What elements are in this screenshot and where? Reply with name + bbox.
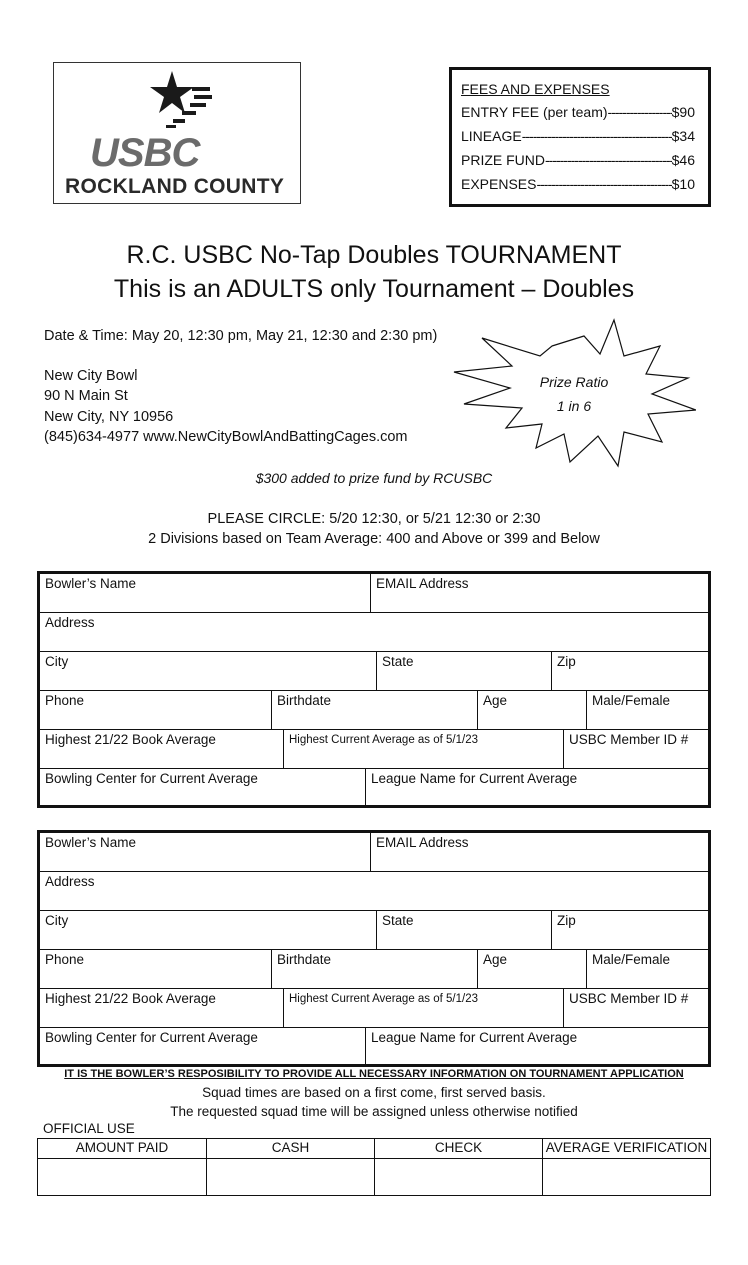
logo-wordmark: USBC: [90, 131, 200, 175]
squad-note-2: The requested squad time will be assigned unless otherwise notified: [170, 1104, 578, 1119]
birthdate-field[interactable]: Birthdate: [271, 691, 477, 729]
usbc-logo: [53, 62, 301, 204]
fee-amount: $34: [671, 128, 695, 144]
fee-label: EXPENSES: [461, 176, 537, 192]
prize-ratio-label: Prize Ratio: [539, 374, 609, 390]
email-field[interactable]: EMAIL Address: [370, 574, 708, 612]
current-average-field[interactable]: Highest Current Average as of 5/1/23: [283, 989, 563, 1027]
address-field[interactable]: Address: [45, 874, 95, 889]
average-verification-column[interactable]: [542, 1139, 710, 1195]
page-subtitle: This is an ADULTS only Tournament – Doubles: [113, 275, 635, 303]
fee-label: PRIZE FUND: [461, 152, 545, 168]
city-field[interactable]: City: [45, 913, 69, 928]
venue-contact: (845)634-4977 www.NewCityBowlAndBattingCages.com: [44, 429, 408, 445]
zip-field[interactable]: Zip: [551, 911, 708, 949]
bowler-form-1: [37, 571, 711, 808]
form-row: [40, 1028, 708, 1064]
email-field[interactable]: EMAIL Address: [370, 833, 708, 871]
fee-amount: $90: [671, 104, 695, 120]
prize-ratio-value: 1 in 6: [556, 398, 592, 414]
venue-name: New City Bowl: [44, 368, 138, 384]
column-header: CHECK: [434, 1140, 483, 1155]
league-name-field[interactable]: League Name for Current Average: [365, 769, 708, 805]
divisions-note: 2 Divisions based on Team Average: 400 and Above or 399 and Below: [148, 531, 600, 547]
fees-title: FEES AND EXPENSES: [461, 81, 610, 97]
form-row: [40, 833, 708, 872]
form-row: [40, 691, 708, 730]
book-average-field[interactable]: Highest 21/22 Book Average: [45, 732, 216, 747]
bowler-name-field[interactable]: Bowler’s Name: [45, 835, 137, 850]
fee-amount: $10: [671, 176, 695, 192]
bowling-center-field[interactable]: Bowling Center for Current Average: [45, 1030, 258, 1045]
official-use-table: [37, 1138, 711, 1196]
venue-street: 90 N Main St: [44, 388, 128, 404]
circle-instruction: PLEASE CIRCLE: 5/20 12:30, or 5/21 12:30 or 2:30: [207, 511, 541, 527]
official-use-label: OFFICIAL USE: [43, 1121, 135, 1136]
form-row: [40, 911, 708, 950]
state-field[interactable]: State: [376, 911, 551, 949]
form-row: [40, 950, 708, 989]
phone-field[interactable]: Phone: [45, 952, 85, 967]
age-field[interactable]: Age: [477, 691, 586, 729]
fee-amount: $46: [671, 152, 695, 168]
venue-city: New City, NY 10956: [44, 409, 174, 425]
phone-field[interactable]: Phone: [45, 693, 85, 708]
current-average-field[interactable]: Highest Current Average as of 5/1/23: [283, 730, 563, 768]
bowling-center-field[interactable]: Bowling Center for Current Average: [45, 771, 258, 786]
column-header: AMOUNT PAID: [75, 1140, 169, 1155]
event-datetime: Date & Time: May 20, 12:30 pm, May 21, 12:30 and 2:30 pm): [44, 328, 438, 344]
prize-ratio-burst: [452, 318, 696, 468]
responsibility-notice: IT IS THE BOWLER’S RESPOSIBILITY TO PROVIDE ALL NECESSARY INFORMATION ON TOURNAMENT APPLICATION: [64, 1068, 684, 1080]
form-row: [40, 652, 708, 691]
starburst-icon: [452, 318, 696, 468]
bowler-name-field[interactable]: Bowler’s Name: [45, 576, 137, 591]
birthdate-field[interactable]: Birthdate: [271, 950, 477, 988]
squad-note-1: Squad times are based on a first come, first served basis.: [202, 1085, 546, 1100]
page-title: R.C. USBC No-Tap Doubles TOURNAMENT: [126, 241, 622, 269]
form-row: [40, 769, 708, 805]
column-header: CASH: [271, 1140, 310, 1155]
address-field[interactable]: Address: [45, 615, 95, 630]
zip-field[interactable]: Zip: [551, 652, 708, 690]
check-column[interactable]: [374, 1139, 542, 1195]
fee-label: ENTRY FEE (per team): [461, 104, 608, 120]
form-row: [40, 613, 708, 652]
city-field[interactable]: City: [45, 654, 69, 669]
form-row: [40, 989, 708, 1028]
form-row: [40, 730, 708, 769]
fee-row: [461, 100, 695, 124]
member-id-field[interactable]: USBC Member ID #: [563, 730, 708, 768]
fee-row: [461, 172, 695, 196]
gender-field[interactable]: Male/Female: [586, 950, 708, 988]
added-prize-note: $300 added to prize fund by RCUSBC: [255, 470, 493, 486]
form-row: [40, 574, 708, 613]
member-id-field[interactable]: USBC Member ID #: [563, 989, 708, 1027]
fee-row: [461, 124, 695, 148]
state-field[interactable]: State: [376, 652, 551, 690]
fees-box: [449, 67, 711, 207]
book-average-field[interactable]: Highest 21/22 Book Average: [45, 991, 216, 1006]
column-header: AVERAGE VERIFICATION: [545, 1140, 708, 1155]
form-row: [40, 872, 708, 911]
bowler-form-2: [37, 830, 711, 1067]
age-field[interactable]: Age: [477, 950, 586, 988]
league-name-field[interactable]: League Name for Current Average: [365, 1028, 708, 1064]
fee-row: [461, 148, 695, 172]
logo-county: ROCKLAND COUNTY: [65, 175, 285, 198]
cash-column[interactable]: [206, 1139, 374, 1195]
gender-field[interactable]: Male/Female: [586, 691, 708, 729]
fee-label: LINEAGE: [461, 128, 522, 144]
amount-paid-column[interactable]: [38, 1139, 206, 1195]
